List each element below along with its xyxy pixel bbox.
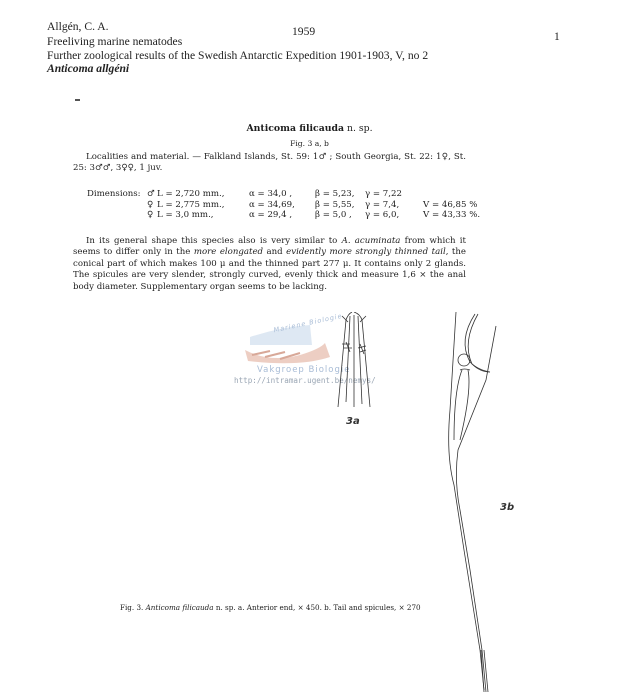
dimensions-row bbox=[87, 189, 480, 200]
caption-text: n. sp. a. Anterior end, × 450. b. Tail and spicules, × 270 bbox=[213, 603, 421, 612]
sex-symbol: ♀ bbox=[147, 199, 154, 210]
gamma-value: γ = 7,4, bbox=[365, 199, 400, 210]
header-series: Further zoological results of the Swedish Antarctic Expedition 1901-1903, V, no 2 bbox=[47, 49, 429, 62]
species-name: Anticoma filicauda bbox=[246, 123, 345, 134]
italic-run: A. acuminata bbox=[341, 236, 401, 246]
vulva-value: V = 46,85 % bbox=[423, 199, 478, 210]
species-suffix: n. sp. bbox=[344, 123, 373, 134]
page-number: 1 bbox=[554, 30, 560, 43]
length-value: L = 3,0 mm., bbox=[157, 210, 214, 221]
dimensions-label: Dimensions: bbox=[87, 189, 141, 199]
alpha-value: α = 34,0 , bbox=[249, 189, 293, 199]
gamma-value: γ = 6,0, bbox=[365, 210, 400, 221]
vulva-value: V = 43,33 %. bbox=[423, 210, 481, 221]
text-run: In its general shape this species also is very similar to bbox=[86, 236, 342, 246]
italic-run: evidently more strongly thinned tail bbox=[286, 247, 446, 258]
header-taxon: Anticoma allgéni bbox=[47, 62, 130, 75]
fig-reference: Fig. 3 a, b bbox=[290, 139, 329, 148]
description-paragraph bbox=[73, 236, 466, 293]
text-run: , the conical part of which makes 100 μ and the thinned part 277 μ. It contains only 2 glands. The spicules are very slender, strongly curved, evenly thick and measure 1,6 × the anal body diameter. Supplementary organ seems to be lacking. bbox=[73, 247, 466, 292]
beta-value: β = 5,55, bbox=[315, 199, 355, 210]
vulva-value bbox=[423, 189, 480, 200]
dimensions-table bbox=[87, 189, 480, 221]
species-title bbox=[0, 123, 619, 134]
figure-3a-drawing bbox=[330, 312, 380, 412]
beta-value: β = 5,0 , bbox=[315, 210, 352, 221]
header-title: Freeliving marine nematodes bbox=[47, 35, 183, 48]
caption-prefix: Fig. 3. bbox=[120, 603, 146, 612]
text-run: from which it seems to differ only in the bbox=[73, 236, 466, 258]
dimensions-block bbox=[87, 189, 480, 221]
figure-3b-label: 3b bbox=[500, 502, 515, 513]
header-author: Allgén, C. A. bbox=[47, 20, 109, 33]
dimensions-row bbox=[87, 210, 480, 221]
sex-symbol: ♀ bbox=[147, 210, 154, 221]
alpha-value: α = 29,4 , bbox=[249, 210, 293, 221]
beta-value: β = 5,23, bbox=[315, 189, 355, 199]
nematode-anterior-icon bbox=[330, 312, 380, 412]
header-year: 1959 bbox=[292, 25, 316, 38]
dimensions-row bbox=[87, 200, 480, 211]
scan-mark bbox=[75, 99, 80, 101]
gamma-value: γ = 7,22 bbox=[365, 189, 402, 199]
sex-symbol: ♂ bbox=[147, 189, 155, 199]
italic-run: more elongated bbox=[193, 247, 264, 258]
watermark-url: http://intramar.ugent.be/nemys/ bbox=[234, 376, 376, 385]
length-value: L = 2,720 mm., bbox=[157, 189, 225, 199]
localities-paragraph: Localities and material. — Falkland Islands, St. 59: 1♂ ; South Georgia, St. 22: 1♀, St. 25: 3♂♂, 3♀♀, 1 juv. bbox=[73, 152, 466, 174]
watermark-brand-bottom: Vakgroep Biologie bbox=[257, 365, 351, 375]
text-run: and bbox=[263, 247, 287, 258]
figure-3a-label: 3a bbox=[346, 416, 360, 427]
length-value: L = 2,775 mm., bbox=[157, 199, 225, 210]
watermark-brand-top: Mariene Biologie bbox=[272, 311, 344, 335]
figure-caption bbox=[120, 603, 421, 612]
alpha-value: α = 34,69, bbox=[249, 199, 295, 210]
caption-species: Anticoma filicauda bbox=[145, 603, 214, 612]
